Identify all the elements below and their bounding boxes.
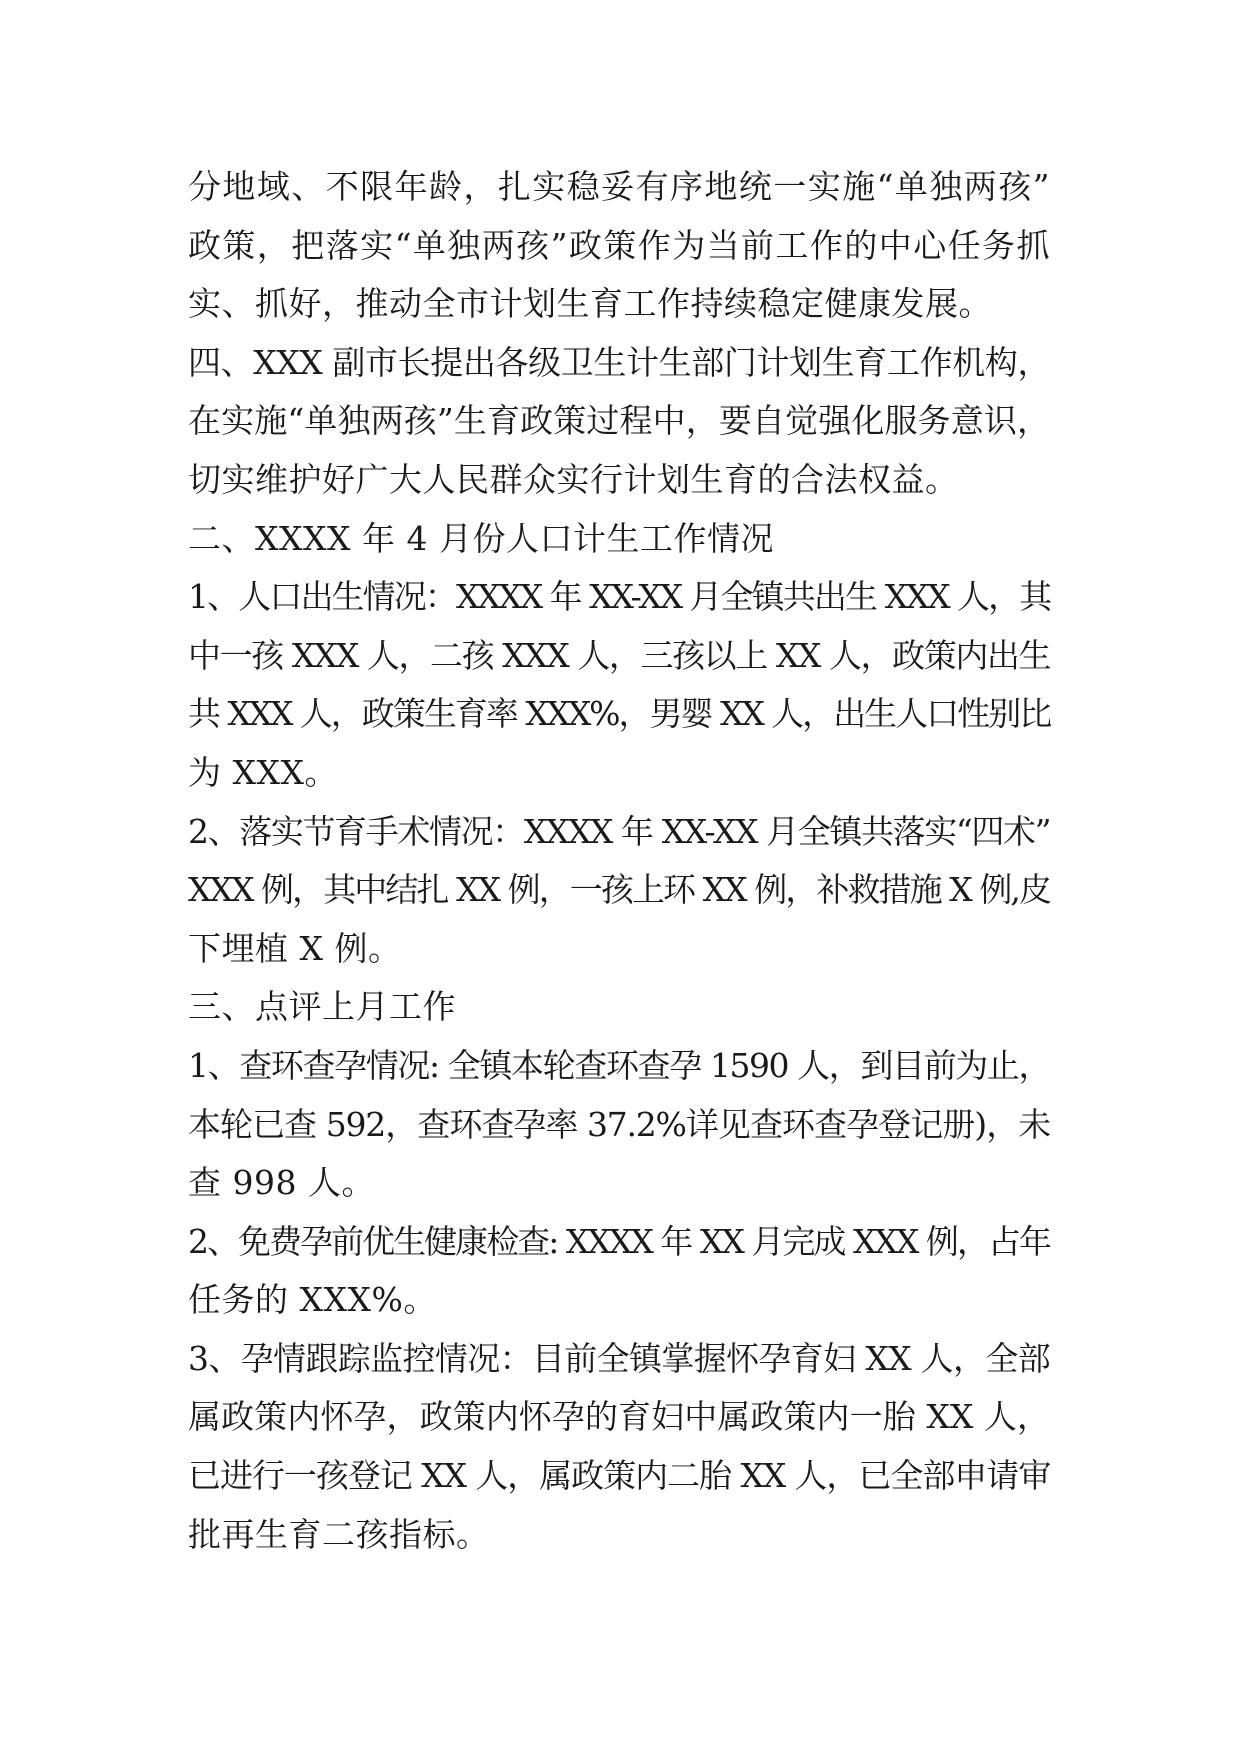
text-line: 属政策内怀孕，政策内怀孕的育妇中属政策内一胎 XX 人， xyxy=(188,1397,1050,1437)
text-line: 1、人口出生情况：XXXX 年 XX-XX 月全镇共出生 XXX 人，其 xyxy=(188,577,1050,617)
text-line: 本轮已查 592，查环查孕率 37.2%详见查环查孕登记册)，未 xyxy=(188,1104,1050,1144)
text-line: 三、点评上月工作 xyxy=(188,987,456,1027)
text-line: 查 998 人。 xyxy=(188,1163,375,1203)
text-line: 分地域、不限年龄，扎实稳妥有序地统一实施“单独两孩” xyxy=(188,167,1050,206)
text-line: 政策，把落实“单独两孩”政策作为当前工作的中心任务抓 xyxy=(188,225,1050,265)
text-line: 切实维护好广大人民群众实行计划生育的合法权益。 xyxy=(188,459,959,499)
text-line: 下埋植 X 例。 xyxy=(188,928,402,968)
text-line: 二、XXXX 年 4 月份人口计生工作情况 xyxy=(188,518,774,558)
text-line: 1、查环查孕情况: 全镇本轮查环查孕 1590 人，到目前为止， xyxy=(188,1045,1050,1085)
text-line: 已进行一孩登记 XX 人，属政策内二胎 XX 人，已全部申请审 xyxy=(188,1456,1050,1496)
text-line: 批再生育二孩指标。 xyxy=(188,1514,490,1554)
text-line: 2、免费孕前优生健康检查: XXXX 年 XX 月完成 XXX 例，占年 xyxy=(188,1221,1050,1261)
text-line: 中一孩 XXX 人，二孩 XXX 人，三孩以上 XX 人，政策内出生 xyxy=(188,635,1050,675)
text-line: 2、落实节育手术情况：XXXX 年 XX-XX 月全镇共落实“四术” xyxy=(188,811,1050,851)
text-line: 为 XXX。 xyxy=(188,752,338,792)
text-line: 四、XXX 副市长提出各级卫生计生部门计划生育工作机构， xyxy=(188,342,1050,382)
document-body xyxy=(188,158,1050,1564)
text-line: 在实施“单独两孩”生育政策过程中，要自觉强化服务意识， xyxy=(188,401,1050,441)
text-line: 实、抓好，推动全市计划生育工作持续稳定健康发展。 xyxy=(188,284,992,324)
text-line: 3、孕情跟踪监控情况：目前全镇掌握怀孕育妇 XX 人，全部 xyxy=(188,1338,1050,1378)
text-line: 任务的 XXX%。 xyxy=(188,1280,437,1320)
text-line: XXX 例，其中结扎 XX 例，一孩上环 XX 例，补救措施 X 例,皮 xyxy=(188,870,1050,910)
text-line: 共 XXX 人，政策生育率 XXX%，男婴 XX 人，出生人口性别比 xyxy=(188,694,1050,734)
